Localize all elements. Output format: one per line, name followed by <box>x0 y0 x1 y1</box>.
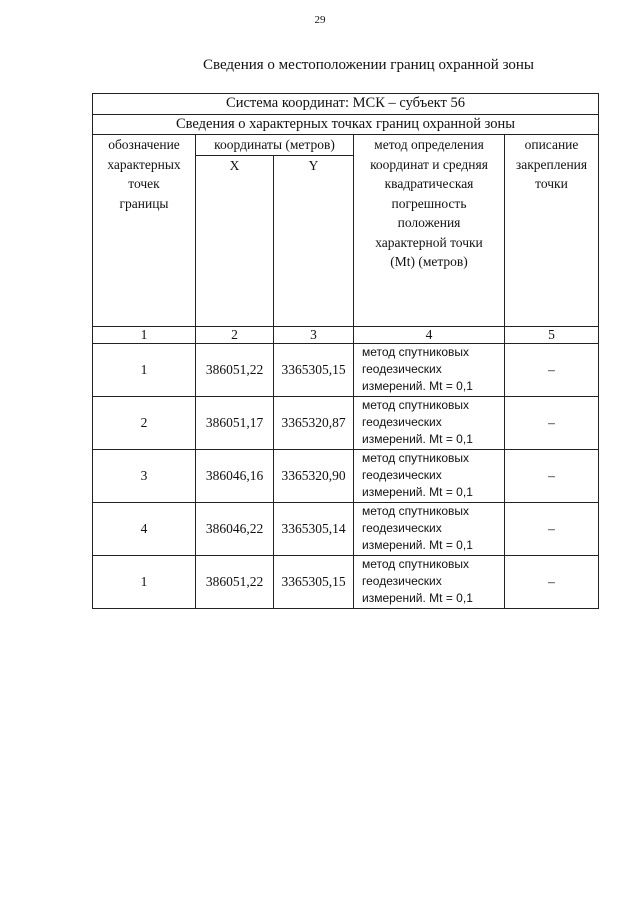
coordinate-system-row <box>93 94 599 115</box>
method-line: метод спутниковых <box>362 450 470 465</box>
header-point-designation-line: обозначение <box>108 137 180 152</box>
table-row <box>93 449 599 502</box>
header-method-line: положения <box>397 215 461 230</box>
header-description-line: закрепления <box>515 156 588 172</box>
point-cell: 1 <box>93 555 196 608</box>
method-line: геодезических <box>362 573 442 588</box>
header-description-line: точки <box>535 176 568 191</box>
header-point-designation-line: характерных <box>107 156 181 172</box>
column-number-row <box>93 326 599 343</box>
method-line: метод спутниковых <box>362 344 470 359</box>
method-cell <box>354 449 505 502</box>
header-method-line: метод определения <box>374 137 484 152</box>
points-info-row <box>93 114 599 135</box>
description-cell: – <box>505 555 599 608</box>
method-line: метод спутниковых <box>362 556 470 571</box>
x-cell: 386046,22 <box>196 502 274 555</box>
header-x: X <box>196 155 274 326</box>
x-cell: 386046,16 <box>196 449 274 502</box>
header-coordinates: координаты (метров) <box>196 135 354 156</box>
header-description <box>505 135 599 327</box>
table-row <box>93 343 599 396</box>
header-method-line: координат и средняя <box>370 156 488 172</box>
method-line: измерений. Mt = 0,1 <box>362 378 473 393</box>
description-cell: – <box>505 449 599 502</box>
page-number: 29 <box>314 14 326 26</box>
boundary-points-table <box>92 93 599 609</box>
method-line: измерений. Mt = 0,1 <box>362 537 473 552</box>
header-description-line: описание <box>524 137 579 152</box>
method-line: геодезических <box>362 361 442 376</box>
point-cell: 3 <box>93 449 196 502</box>
column-number: 1 <box>93 326 196 343</box>
y-cell: 3365320,87 <box>274 396 354 449</box>
column-number: 5 <box>505 326 599 343</box>
y-cell: 3365305,15 <box>274 555 354 608</box>
description-cell: – <box>505 396 599 449</box>
y-cell: 3365305,15 <box>274 343 354 396</box>
method-line: геодезических <box>362 520 442 535</box>
point-cell: 4 <box>93 502 196 555</box>
column-number: 3 <box>274 326 354 343</box>
column-number: 4 <box>354 326 505 343</box>
x-cell: 386051,17 <box>196 396 274 449</box>
header-row-top <box>93 135 599 156</box>
y-cell: 3365320,90 <box>274 449 354 502</box>
document-title: Сведения о местоположении границ охранной зоны <box>202 57 535 73</box>
header-y: Y <box>274 155 354 326</box>
description-cell: – <box>505 343 599 396</box>
method-line: измерений. Mt = 0,1 <box>362 590 473 605</box>
point-cell: 1 <box>93 343 196 396</box>
column-number: 2 <box>196 326 274 343</box>
method-line: геодезических <box>362 467 442 482</box>
method-cell <box>354 343 505 396</box>
header-point-designation-line: границы <box>119 195 169 211</box>
header-method-line: погрешность <box>391 195 467 211</box>
point-cell: 2 <box>93 396 196 449</box>
method-cell <box>354 396 505 449</box>
table-row <box>93 555 599 608</box>
method-cell <box>354 502 505 555</box>
method-line: измерений. Mt = 0,1 <box>362 431 473 446</box>
method-line: измерений. Mt = 0,1 <box>362 484 473 499</box>
x-cell: 386051,22 <box>196 555 274 608</box>
y-cell: 3365305,14 <box>274 502 354 555</box>
points-info-cell: Сведения о характерных точках границ охранной зоны <box>93 114 599 135</box>
method-line: метод спутниковых <box>362 397 470 412</box>
header-method-line: (Mt) (метров) <box>390 254 468 269</box>
coordinate-system-cell: Система координат: МСК – субъект 56 <box>93 94 599 115</box>
method-cell <box>354 555 505 608</box>
description-cell: – <box>505 502 599 555</box>
method-line: геодезических <box>362 414 442 429</box>
header-method <box>354 135 505 327</box>
header-method-line: квадратическая <box>384 176 474 191</box>
header-method-line: характерной точки <box>375 234 483 250</box>
method-line: метод спутниковых <box>362 503 470 518</box>
table-row <box>93 502 599 555</box>
header-point-designation-line: точек <box>128 176 160 191</box>
header-point-designation <box>93 135 196 327</box>
x-cell: 386051,22 <box>196 343 274 396</box>
table-row <box>93 396 599 449</box>
